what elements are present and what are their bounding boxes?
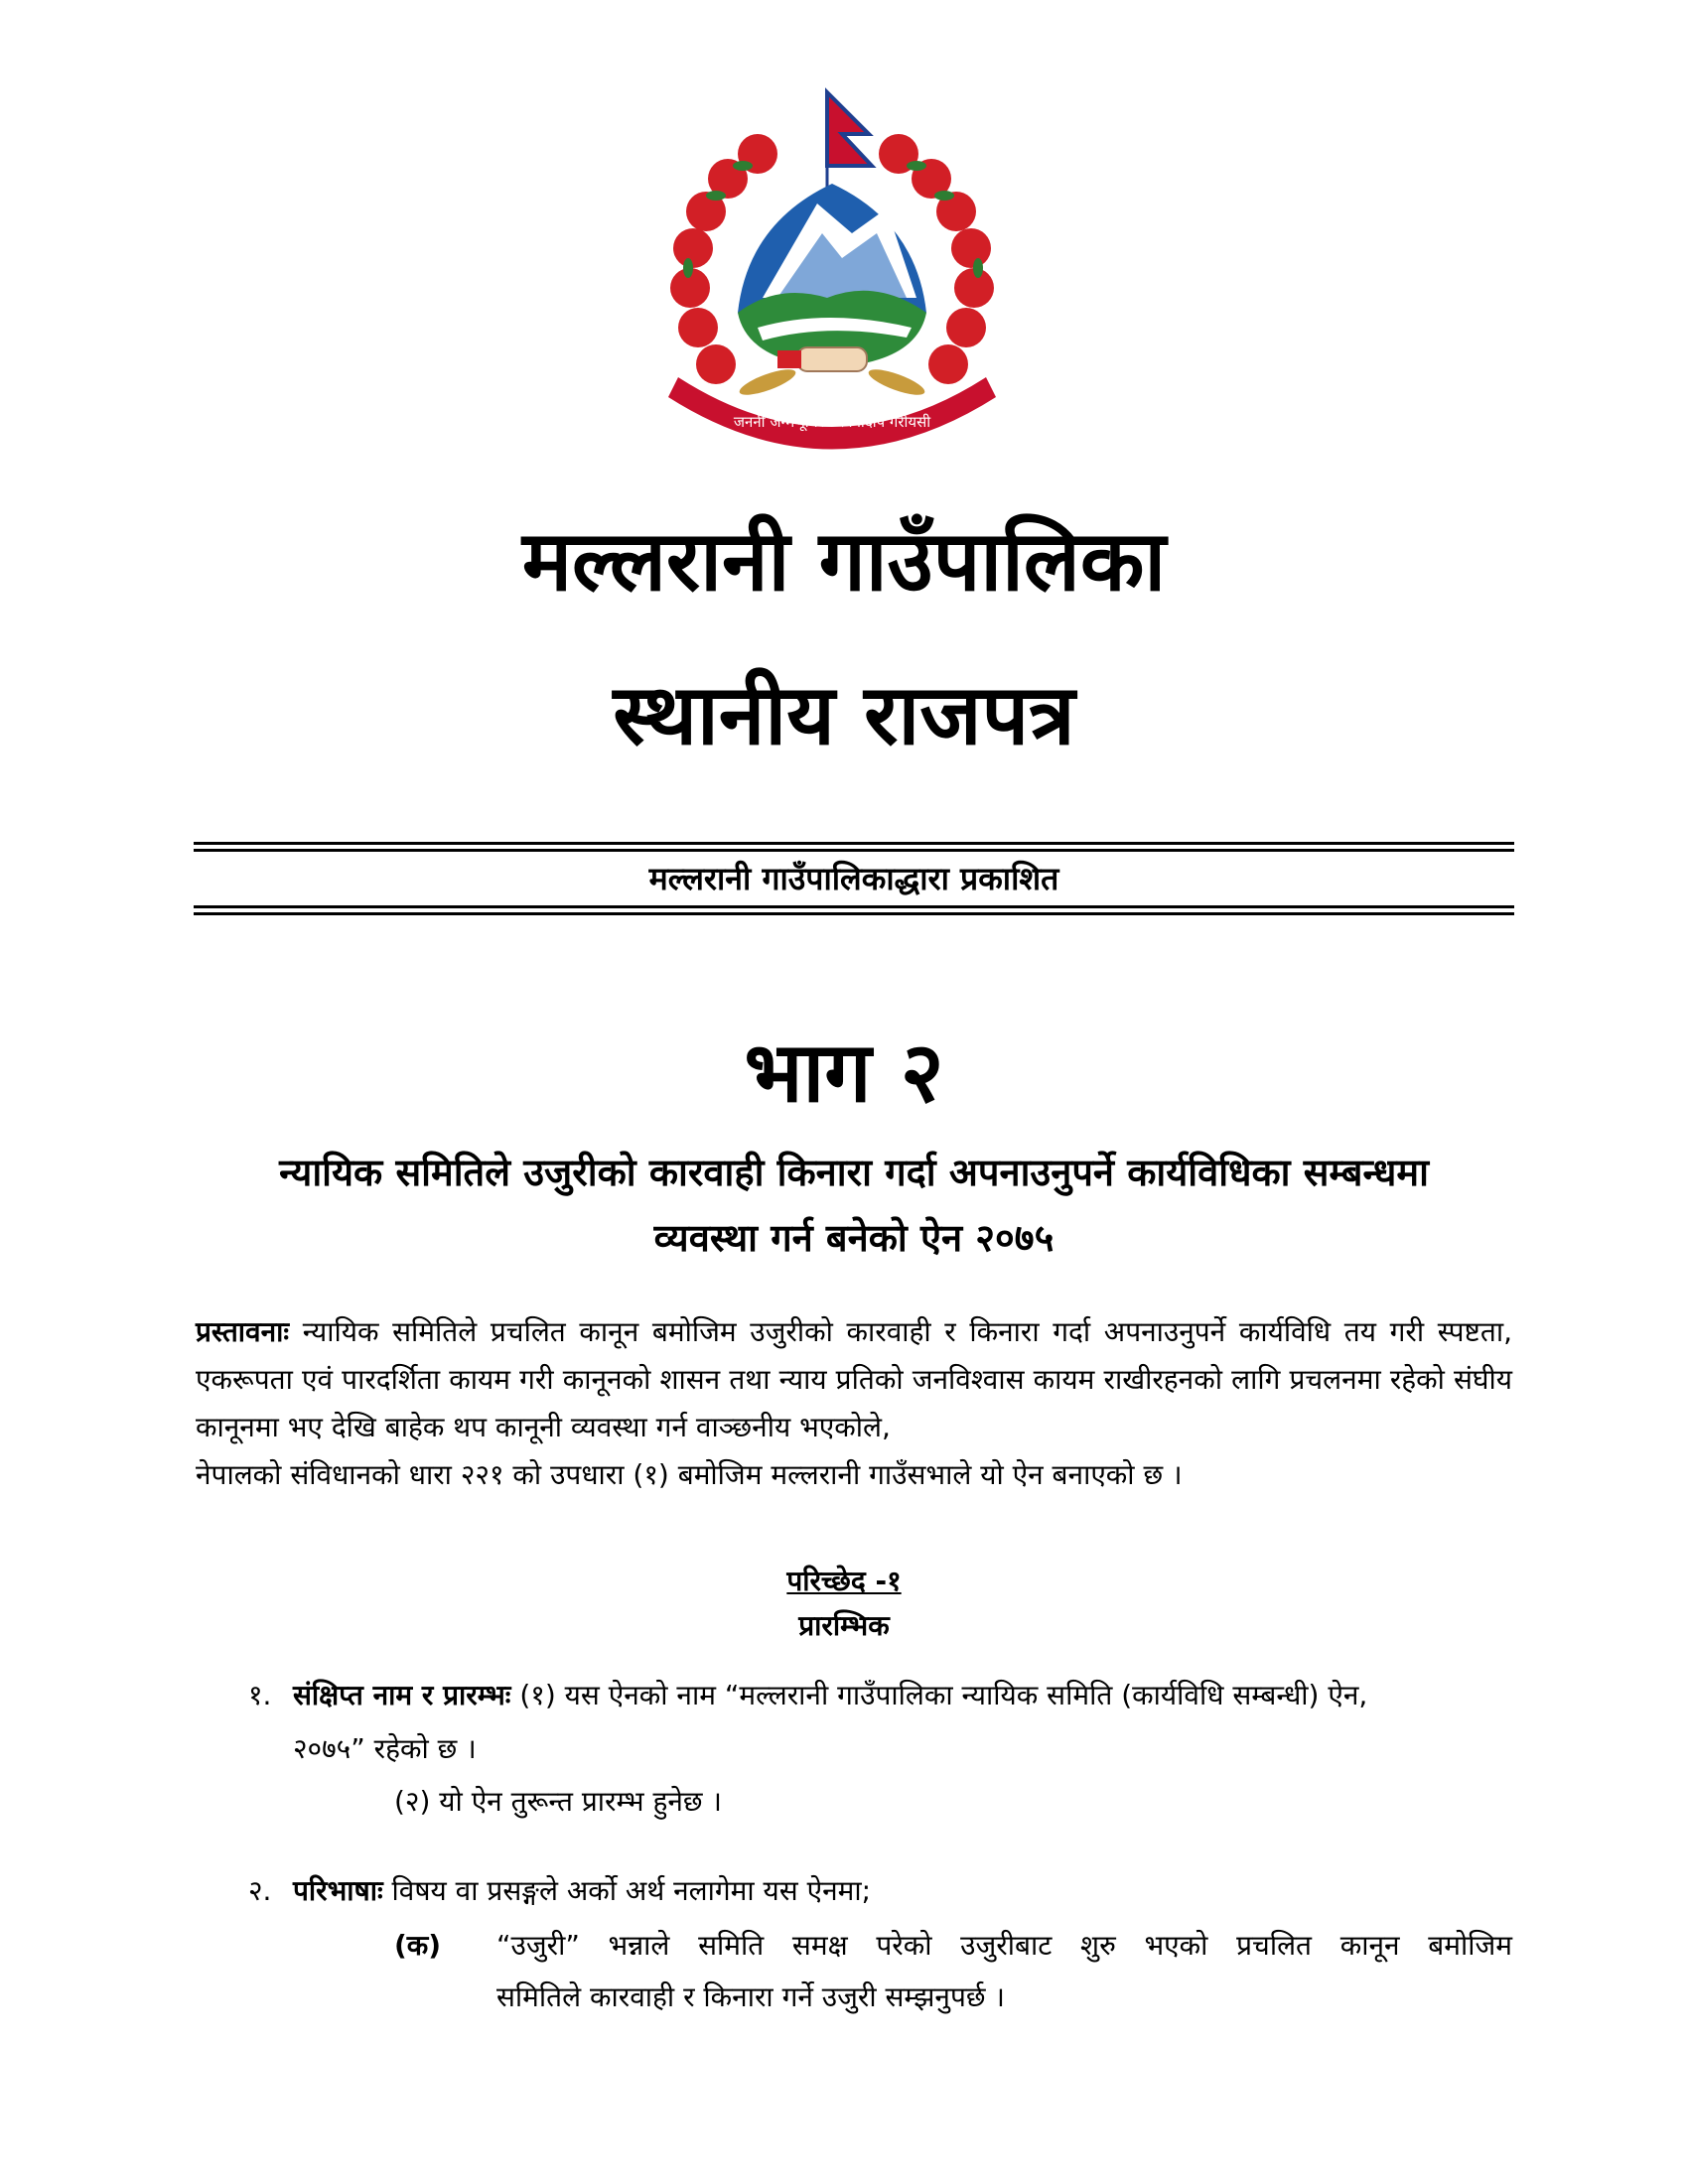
section-number: १. <box>248 1679 272 1711</box>
preamble <box>196 1308 1512 1499</box>
part-heading: भाग २ <box>744 1024 944 1121</box>
coat-of-arms-emblem <box>629 84 1075 467</box>
municipality-title: मल्लरानी गाउँपालिका <box>521 512 1167 610</box>
divider <box>194 912 1514 915</box>
preamble-enactment: नेपालको संविधानको धारा २२१ को उपधारा (१) बमोजिम मल्लरानी गाउँसभाले यो ऐन बनाएको छ । <box>196 1458 1183 1491</box>
section-1-line2: २०७५” रहेको छ । <box>293 1732 477 1765</box>
section-1-subsection-2: (२) यो ऐन तुरून्त प्रारम्भ हुनेछ । <box>394 1785 722 1818</box>
clause-ka-line1: “उजुरी” भन्नाले समिति समक्ष परेको उजुरीबाट शुरु भएको प्रचलित कानून बमोजिम <box>496 1929 1512 1962</box>
act-title-line2: व्यवस्था गर्न बनेको ऐन २०७५ <box>653 1216 1055 1260</box>
section-number: २. <box>248 1874 272 1907</box>
chapter-name: प्रारम्भिक <box>798 1609 890 1642</box>
mountain-icon <box>738 184 926 367</box>
section-1-text: (१) यस ऐनको नाम “मल्लरानी गाउँपालिका न्यायिक समिति (कार्यविधि सम्बन्धी) ऐन, <box>510 1679 1368 1711</box>
section-2-heading: परिभाषाः <box>293 1874 383 1907</box>
divider <box>194 905 1514 908</box>
section-1-heading: संक्षिप्त नाम र प्रारम्भः <box>293 1679 511 1711</box>
gazette-title: स्थानीय राजपत्र <box>613 666 1075 763</box>
preamble-text: न्यायिक समितिले प्रचलित कानून बमोजिम उजुरीको कारवाही र किनारा गर्दा अपनाउनुपर्ने कार्यविधि तय गरी स्पष्टता, एकरूपता एवं पारदर्शिता कायम गरी कानूनको शासन तथा न्याय प्रतिको जनविश्वास कायम राखीरहनको लागि प्रचलनमा रहेको संघीय कानूनमा भए देखि बाहेक थप कानूनी व्यवस्था गर्न वाञ्छनीय भएकोले, <box>196 1315 1512 1443</box>
clause-ka-line2: समितिले कारवाही र किनारा गर्ने उजुरी सम्झनुपर्छ । <box>496 1980 1005 2013</box>
section-1-line1 <box>293 1671 1512 1720</box>
act-title <box>199 1140 1509 1271</box>
clause-label: (क) <box>394 1929 442 1962</box>
section-2-line1 <box>293 1866 1512 1916</box>
handshake-icon <box>777 347 867 371</box>
divider <box>194 849 1514 852</box>
preamble-label: प्रस्तावनाः <box>196 1315 290 1348</box>
chapter-title: परिच्छेद -१ <box>786 1565 902 1597</box>
emblem-motto: जननी जन्मभूमिश्च स्वर्गादपि गरीयसी <box>733 413 931 431</box>
divider <box>194 842 1514 845</box>
publisher-line: मल्लरानी गाउँपालिकाद्धारा प्रकाशित <box>648 860 1059 897</box>
act-title-line1: न्यायिक समितिले उजुरीको कारवाही किनारा गर्दा अपनाउनुपर्ने कार्यविधिका सम्बन्धमा <box>279 1151 1429 1194</box>
section-2-text: विषय वा प्रसङ्गले अर्को अर्थ नलागेमा यस ऐनमा; <box>382 1874 872 1907</box>
